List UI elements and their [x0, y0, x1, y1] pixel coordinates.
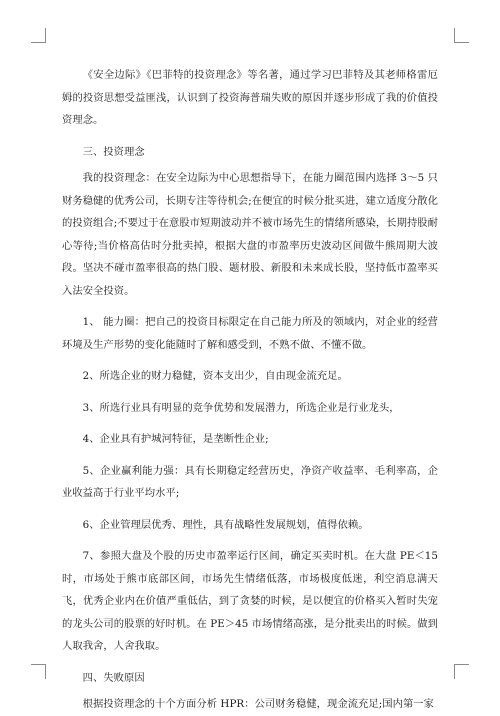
list-item-2: 2、所选企业的财力稳健，资本支出少，自由现金流充足。 [82, 370, 348, 382]
list-item-4: 4、企业具有护城河特征，是垄断性企业; [82, 433, 269, 445]
list-item-6: 6、企业管理层优秀、理性，具有战略性发展规划，值得依赖。 [82, 518, 369, 531]
list-item-7: 7、参照大盘及个股的历史市盈率运行区间，确定买卖时机。在大盘 PE＜15 时，市场处于熊市底部区间，市场先生情绪低落，市场极度低迷，利空消息满天飞，优秀企业内在价值严重低估，到了贪婪的时候，是以便宜的价格买入暂时失宠的龙头公司的股票的好时机。在 PE＞45 市场情绪高涨，是分批卖出的时候。做到人取我舍，人舍我取。 [62, 550, 438, 652]
crop-mark-top-right [454, 28, 469, 43]
list-item-1: 1、 能力圈：把自己的投资目标限定在自己能力所及的领域内，对企业的经营环境及生产形势的变化能随时了解和感受到，不熟不做、不懂不做。 [62, 316, 438, 351]
list-item-5: 5、企业赢利能力强：具有长期稳定经营历史，净资产收益率、毛利率高，企业收益高于行业平均水平; [62, 464, 438, 499]
intro-paragraph: 《安全边际》《巴菲特的投资理念》等名著，通过学习巴菲特及其老师格雷厄姆的投资思想受益匪浅，认识到了投资海普瑞失败的原因并逐步形成了我的价值投资理念。 [62, 69, 438, 126]
crop-mark-bottom-left [31, 664, 46, 679]
section-heading-failure-reasons: 四、失败原因 [82, 671, 145, 684]
crop-mark-top-left [31, 28, 46, 43]
section-heading-investment-philosophy: 三、投资理念 [82, 145, 145, 158]
crop-mark-bottom-right [454, 664, 469, 679]
philosophy-paragraph: 我的投资理念：在安全边际为中心思想指导下，在能力圈范围内选择 3～5 只财务稳健的优秀公司，长期专注等待机会;在便宜的时候分批买进，建立适度分散化的投资组合;不要过于在意股市短期波动并不被市场先生的情绪所感染，长期持股耐心等待;当价格高估时分批卖掉，根据大盘的市盈率历史波动区间做牛熊周期大波段。坚决不碰市盈率很高的热门股、题材股、新股和未来成长股，坚持低市盈率买入法安全投资。 [62, 172, 439, 297]
failure-analysis-paragraph: 根据投资理念的十个方面分析 HPR：公司财务稳健，现金流充足;国内第一家 [82, 698, 434, 710]
list-item-3: 3、所选行业具有明显的竞争优势和发展潜力，所选企业是行业龙头， [82, 401, 400, 414]
document-body [62, 64, 438, 716]
